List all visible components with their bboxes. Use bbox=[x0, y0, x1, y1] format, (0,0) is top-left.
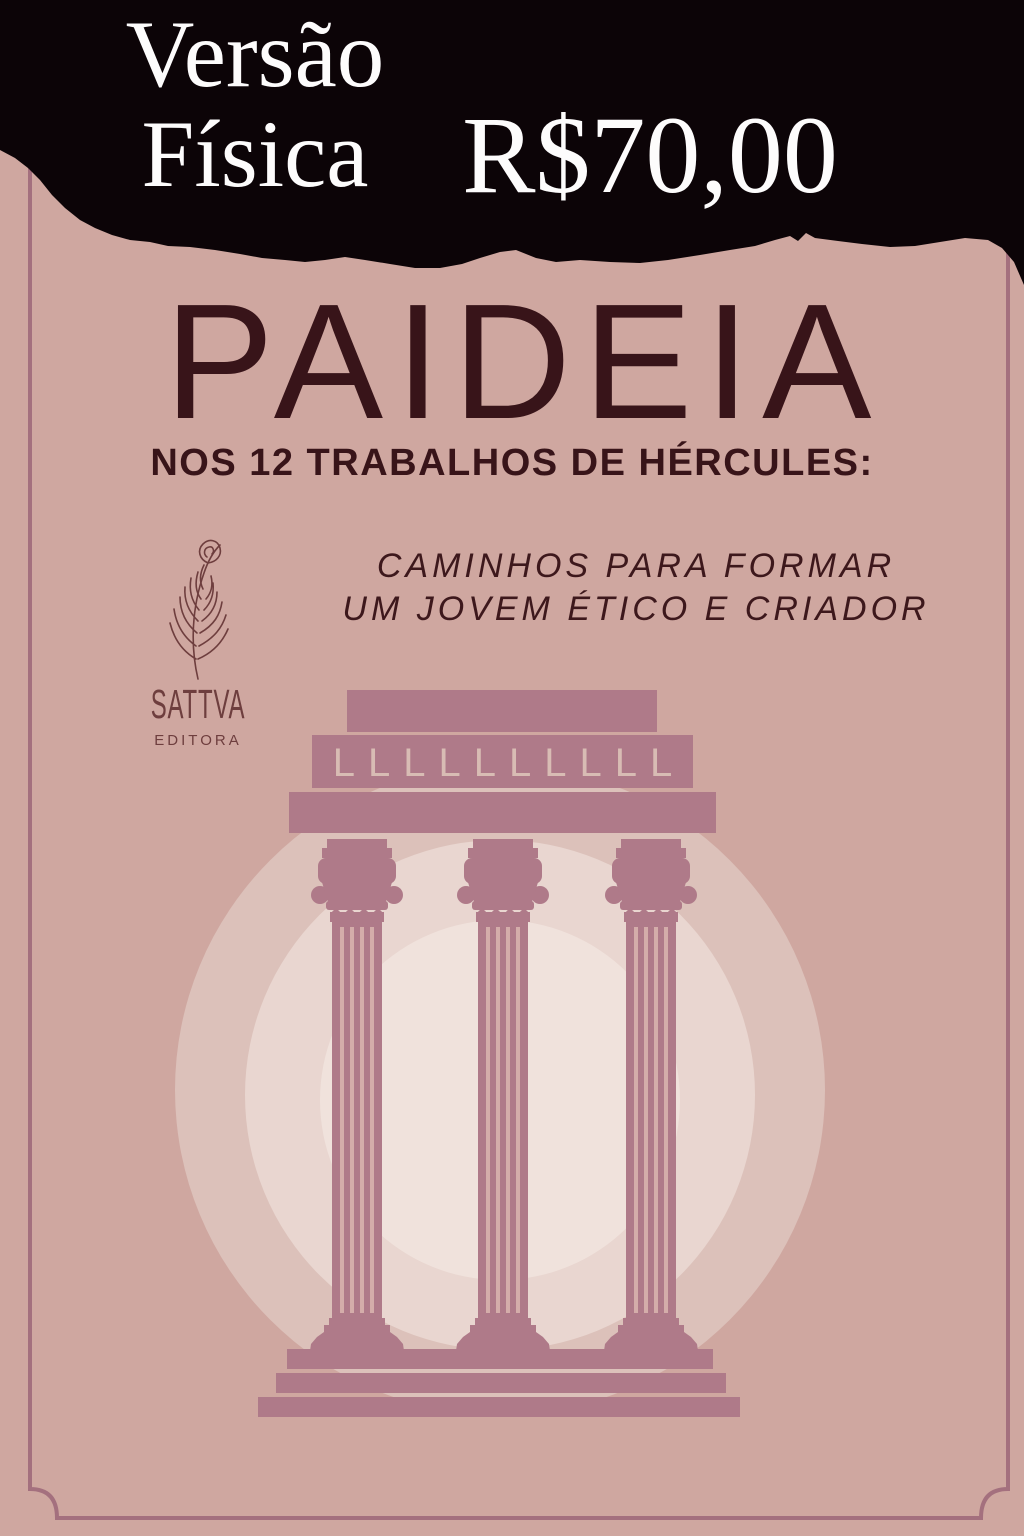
version-label bbox=[75, 1, 435, 207]
price-label: R$70,00 bbox=[462, 94, 838, 216]
column-right bbox=[604, 839, 698, 1351]
peacock-feather-icon bbox=[152, 533, 244, 681]
book-subtitle: NOS 12 TRABALHOS DE HÉRCULES: bbox=[150, 442, 874, 484]
temple-step-top bbox=[287, 1349, 713, 1369]
book-title: PAIDEIA bbox=[164, 270, 884, 453]
temple-frieze-band bbox=[312, 735, 693, 788]
book-tagline bbox=[330, 545, 942, 631]
frieze-pattern: LLLLLLLLLL bbox=[332, 740, 686, 785]
temple-columns bbox=[0, 839, 1024, 1351]
temple-roof-block bbox=[347, 690, 657, 732]
tagline-line2: UM JOVEM ÉTICO E CRIADOR bbox=[342, 590, 930, 628]
tagline-line1: CAMINHOS PARA FORMAR bbox=[376, 547, 896, 585]
version-label-line2: Física bbox=[141, 101, 369, 207]
version-label-line1: Versão bbox=[125, 1, 385, 107]
publisher-name: SATTVA bbox=[150, 683, 246, 728]
column-left bbox=[310, 839, 404, 1351]
publisher-logo bbox=[128, 533, 268, 749]
temple-step-middle bbox=[276, 1373, 726, 1393]
column-center bbox=[456, 839, 550, 1351]
publisher-label: EDITORA bbox=[154, 732, 242, 749]
temple-architrave bbox=[289, 792, 716, 833]
temple-step-bottom bbox=[258, 1397, 740, 1417]
